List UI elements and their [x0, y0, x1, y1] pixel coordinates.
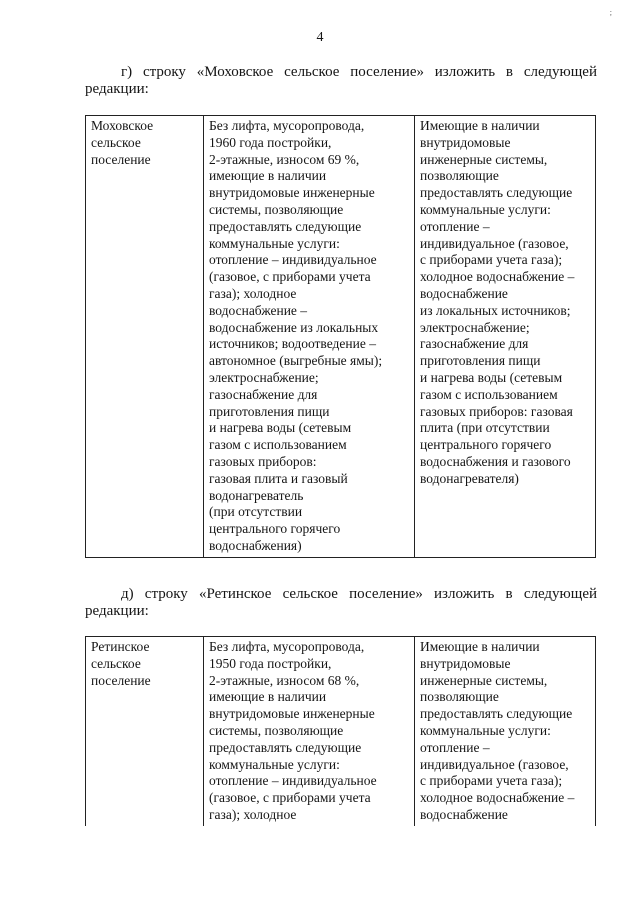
utility-services-cell: Имеющие в наличии внутридомовые инженерные системы, позволяющие предоставлять следующие коммунальные услуги: отопление – индивидуальное (газовое, с приборами учета газа); холодное водоснабжение – водоснабжение [415, 637, 596, 826]
paragraph-d [85, 586, 597, 620]
paragraph-g [85, 64, 597, 98]
paragraph-g-first-line: г) строку «Моховское сельское поселение» изложить в следующей [121, 64, 597, 80]
page-number: 4 [316, 30, 324, 45]
corner-mark: ; [609, 8, 612, 17]
settlement-name-cell: Моховское сельское поселение [86, 116, 204, 558]
housing-conditions-cell: Без лифта, мусоропровода, 1960 года постройки, 2-этажные, износом 69 %, имеющие в наличии внутридомовые инженерные системы, позволяющие предоставлять следующие коммунальные услуги: отопление – индивидуальное (газовое, с приборами учета газа); холодное водоснабжение – водоснабжение из локальных источников; водоотведение – автономное (выгребные ямы); электроснабжение; газоснабжение для приготовления пищи и нагрева воды (сетевым газом с использованием газовых приборов: газовая плита и газовый водонагреватель (при отсутствии центрального горячего водоснабжения) [204, 116, 415, 558]
utility-services-cell: Имеющие в наличии внутридомовые инженерные системы, позволяющие предоставлять следующие коммунальные услуги: отопление – индивидуальное (газовое, с приборами учета газа); холодное водоснабжение – водоснабжение из локальных источников; электроснабжение; газоснабжение для приготовления пищи и нагрева воды (сетевым газом с использованием газовых приборов: газовая плита (при отсутствии центрального горячего водоснабжения и газового водонагревателя) [415, 116, 596, 558]
table-row [86, 116, 596, 558]
table-moxovskoe [85, 115, 596, 558]
paragraph-d-second-line: редакции: [85, 603, 149, 619]
housing-conditions-cell: Без лифта, мусоропровода, 1950 года постройки, 2-этажные, износом 68 %, имеющие в наличии внутридомовые инженерные системы, позволяющие предоставлять следующие коммунальные услуги: отопление – индивидуальное (газовое, с приборами учета газа); холодное [204, 637, 415, 826]
paragraph-g-second-line: редакции: [85, 81, 149, 97]
table-row [86, 637, 596, 826]
settlement-name-cell: Ретинское сельское поселение [86, 637, 204, 826]
table-retinskoe [85, 636, 596, 826]
paragraph-d-first-line: д) строку «Ретинское сельское поселение» изложить в следующей [121, 586, 597, 602]
